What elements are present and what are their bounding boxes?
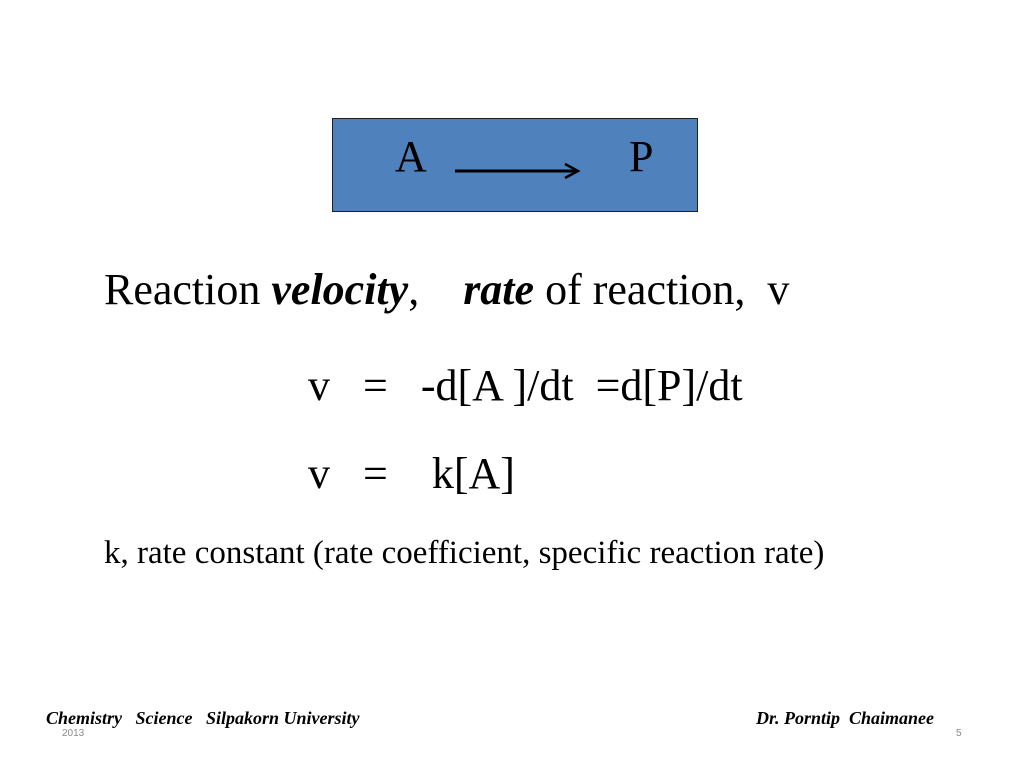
footer-author: Dr. Porntip Chaimanee <box>756 708 935 728</box>
text-segment: of reaction, v <box>534 265 790 314</box>
rate-term: rate <box>463 265 535 314</box>
slide-number: 5 <box>956 728 962 739</box>
reaction-arrow-icon <box>453 159 583 179</box>
footer-institution: Chemistry Science Silpakorn University <box>46 708 360 728</box>
rate-constant-definition: k, rate constant (rate coefficient, specific reaction rate) <box>104 535 825 571</box>
rate-law-equation: v = k[A] <box>308 449 515 498</box>
reaction-velocity-definition <box>104 265 790 314</box>
text-segment: , <box>408 265 464 314</box>
text-segment: Reaction <box>104 265 272 314</box>
footer-year: 2013 <box>62 728 85 739</box>
velocity-term: velocity <box>271 265 409 314</box>
reaction-box <box>332 118 698 212</box>
rate-differential-equation: v = -d[A ]/dt =d[P]/dt <box>308 361 743 410</box>
reactant-label: A <box>395 132 427 181</box>
product-label: P <box>629 132 654 181</box>
